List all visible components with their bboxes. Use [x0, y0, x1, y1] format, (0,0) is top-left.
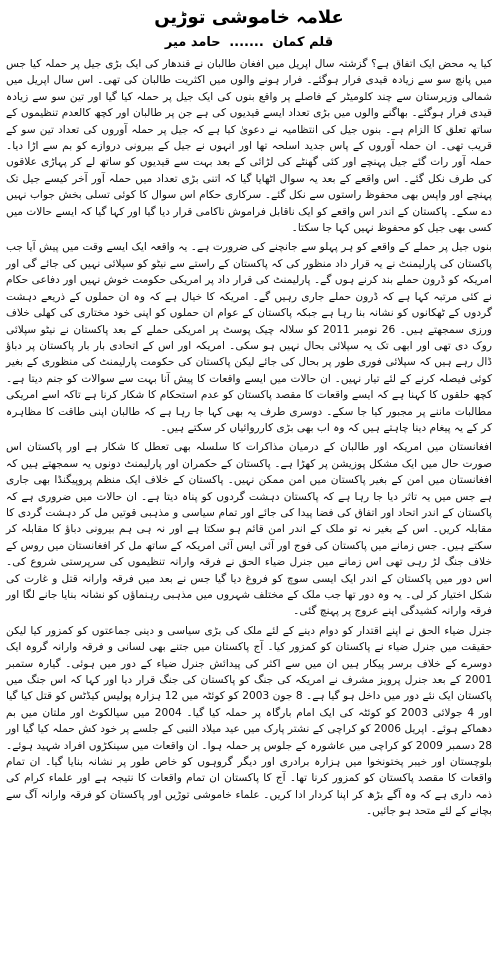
author-name: حامد میر: [164, 35, 221, 50]
article-title: علامہ خاموشی توڑیں: [154, 7, 344, 28]
article-paragraph: کیا یہ محض ایک اتفاق ہے؟ گزشتہ سال اپریل میں افغان طالبان نے قندھار کی ایک بڑی جیل پر حملہ کیا جس میں پانچ سو سے زیادہ قیدی فرار ہوگئے۔ فرار ہونے والوں میں اکثریت طالبان کی تھی۔ اس سال اپریل میں شمالی وزیرستان سے چند کلومیٹر کے فاصلے پر واقع بنوں کی ایک جیل پر حملہ کیا گیا اور تین سو سے زیادہ قیدی فرار ہوگئے۔ بھاگنے والوں میں بڑی تعداد ایسے قیدیوں کی ہے جن پر طالبان اور کچھ کالعدم تنظیموں کے ساتھ تعلق کا الزام ہے۔ بنوں جیل کی انتظامیہ نے دعویٰ کیا ہے کہ جیل پر حملہ آوروں کی تعداد تین سو کے قریب تھی۔ ان حملہ آوروں کے پاس جدید اسلحہ تھا اور انہوں نے جیل کے بیرونی دروازے کو بم سے اڑا دیا۔ حملہ آور رات گئے جیل پہنچے اور کئی گھنٹے کی لڑائی کے بعد بہت سے قیدیوں کو ساتھ لے کر پہاڑی علاقوں کی طرف نکل گئے۔ اس واقعے کے بعد یہ سوال اٹھایا گیا کہ اتنی بڑی تعداد میں حملہ آور آخر کیسے جیل تک پہنچے اور واپس بھی محفوظ راستوں سے نکل گئے۔ سرکاری حکام اس سوال کا کوئی تسلی بخش جواب نہیں دے سکے۔ پاکستان کے اندر اس واقعے کو ایک ناقابل فراموش ناکامی قرار دیا گیا اور کہا گیا کہ ایسے حالات میں کسی بھی جیل کو محفوظ نہیں کہا جا سکتا۔: [6, 58, 492, 235]
article-body: [6, 56, 492, 820]
article-paragraph: بنوں جیل پر حملے کے واقعے کو ہر پہلو سے جانچنے کی ضرورت ہے۔ یہ واقعہ ایک ایسے وقت میں پیش آیا جب پاکستان کی پارلیمنٹ نے یہ قرار داد منظور کی کہ پاکستان کے راستے سے نیٹو کو سپلائی نہیں کی جائے گی اور امریکہ کو ڈرون حملے بند کرنے ہوں گے۔ پارلیمنٹ کی قرار داد پر امریکی حکومت خوش نہیں اور دفاعی حکام نے کئی مرتبہ کہا ہے کہ ڈرون حملے جاری رہیں گے۔ امریکہ کا خیال ہے کہ وہ ان حملوں کے ذریعے دہشت گردوں کے ٹھکانوں کو نشانہ بنا رہا ہے جبکہ پاکستان کے عوام ان حملوں کو اپنی خود مختاری کی کھلی خلاف ورزی سمجھتے ہیں۔ 26 نومبر 2011 کو سلالہ چیک پوسٹ پر امریکی حملے کے بعد پاکستان نے نیٹو سپلائی روک دی تھی اور ابھی تک یہ سپلائی بحال نہیں ہو سکی۔ امریکہ اور اس کے اتحادی بار بار پاکستان پر دباؤ ڈال رہے ہیں کہ سپلائی فوری طور پر بحال کی جائے لیکن پاکستان کی حکومت پارلیمنٹ کی منظوری کے بغیر کوئی فیصلہ کرنے کے لئے تیار نہیں۔ ان حالات میں ایسے واقعات کا پیش آنا بہت سے سوالات کو جنم دیتا ہے۔ کچھ حلقوں کا کہنا ہے کہ ایسے واقعات کا مقصد پاکستان کو عدم استحکام کا شکار کرنا ہے تاکہ اسے امریکی مطالبات ماننے پر مجبور کیا جا سکے۔ دوسری طرف یہ بھی کہا جا رہا ہے کہ طالبان اپنی طاقت کا مظاہرہ کر کے یہ پیغام دینا چاہتے ہیں کہ وہ اب بھی بڑی کارروائیاں کر سکتے ہیں۔: [6, 241, 493, 434]
article-paragraph: افغانستان میں امریکہ اور طالبان کے درمیان مذاکرات کا سلسلہ بھی تعطل کا شکار ہے اور پاکستان اس صورت حال میں ایک مشکل پوزیشن پر کھڑا ہے۔ پاکستان کے حکمران اور پارلیمنٹ دونوں یہ سمجھتے ہیں کہ افغانستان میں امن کے بغیر پاکستان میں امن ممکن نہیں۔ پاکستان کے خلاف ایک منظم پروپیگنڈا بھی جاری ہے جس میں یہ تاثر دیا جا رہا ہے کہ پاکستان دہشت گردوں کو پناہ دیتا ہے۔ ان حالات میں ضروری ہے کہ پاکستان کے اندر اتحاد اور اتفاق کی فضا پیدا کی جائے اور تمام سیاسی و مذہبی قوتیں مل کر دہشت گردی کا مقابلہ کریں۔ اس کے بغیر نہ تو ملک کے اندر امن قائم ہو سکتا ہے اور نہ ہی ہم بیرونی دباؤ کا مقابلہ کر سکتے ہیں۔ جس زمانے میں پاکستان کی فوج اور آئی ایس آئی امریکہ کے ساتھ مل کر افغانستان میں روس کے خلاف جنگ لڑ رہی تھی اس زمانے میں جنرل ضیاء الحق نے فرقہ وارانہ تنظیموں کی سرپرستی شروع کی۔ اس دور میں پاکستان کے اندر ایک ایسی سوچ کو فروغ دیا گیا جس نے بعد میں فرقہ وارانہ قتل و غارت کی شکل اختیار کر لی۔ یہ وہ دور تھا جب ملک کے مختلف شہروں میں مذہبی رہنماؤں کو نشانہ بنایا جانے لگا اور فرقہ وارانہ کشیدگی اپنے عروج پر پہنچ گئی۔: [6, 441, 492, 618]
column-name: قلم کمان: [272, 35, 334, 50]
byline-separator: .......: [229, 35, 264, 50]
byline: [6, 34, 492, 52]
article-paragraph: جنرل ضیاء الحق نے اپنے اقتدار کو دوام دینے کے لئے ملک کی بڑی سیاسی و دینی جماعتوں کو کمزور کیا لیکن حقیقت میں جنرل ضیاء نے پاکستان کو کمزور کیا۔ آج پاکستان میں جتنے بھی لسانی و فرقہ وارانہ گروہ ایک دوسرے کے خلاف برسر پیکار ہیں ان میں سے اکثر کی پیدائش جنرل ضیاء کے دور میں ہوئی۔ گیارہ ستمبر 2001 کے بعد جنرل پرویز مشرف نے امریکہ کی جنگ کو پاکستان کی جنگ قرار دیا اور کہا کہ اس جنگ میں پاکستان ایک نئے دور میں داخل ہو گیا ہے۔ 8 جون 2003 کو کوئٹہ میں 12 ہزارہ پولیس کیڈٹس کو قتل کیا گیا اور 4 جولائی 2003 کو کوئٹہ کی ایک امام بارگاہ پر حملہ کیا گیا۔ 2004 میں سیالکوٹ اور ملتان میں بم دھماکے ہوئے۔ اپریل 2006 کو کراچی کے نشتر پارک میں عید میلاد النبی کے جلسے پر خود کش حملہ کیا گیا اور 28 دسمبر 2009 کو کراچی میں عاشورہ کے جلوس پر حملہ ہوا۔ ان واقعات میں سینکڑوں افراد شہید ہوئے۔ بلوچستان اور خیبر پختونخوا میں ہزارہ برادری اور دیگر گروہوں کو خاص طور پر نشانہ بنایا گیا۔ ان تمام واقعات کا مقصد پاکستان کو کمزور کرنا تھا۔ آج کا پاکستان ان تمام واقعات کا نتیجہ ہے اور علماء کرام کی ذمہ داری ہے کہ وہ آگے بڑھ کر اپنا کردار ادا کریں۔ علماء خاموشی توڑیں اور پاکستان کو فرقہ وارانہ آگ سے بچانے کے لئے متحد ہو جائیں۔: [6, 624, 493, 818]
